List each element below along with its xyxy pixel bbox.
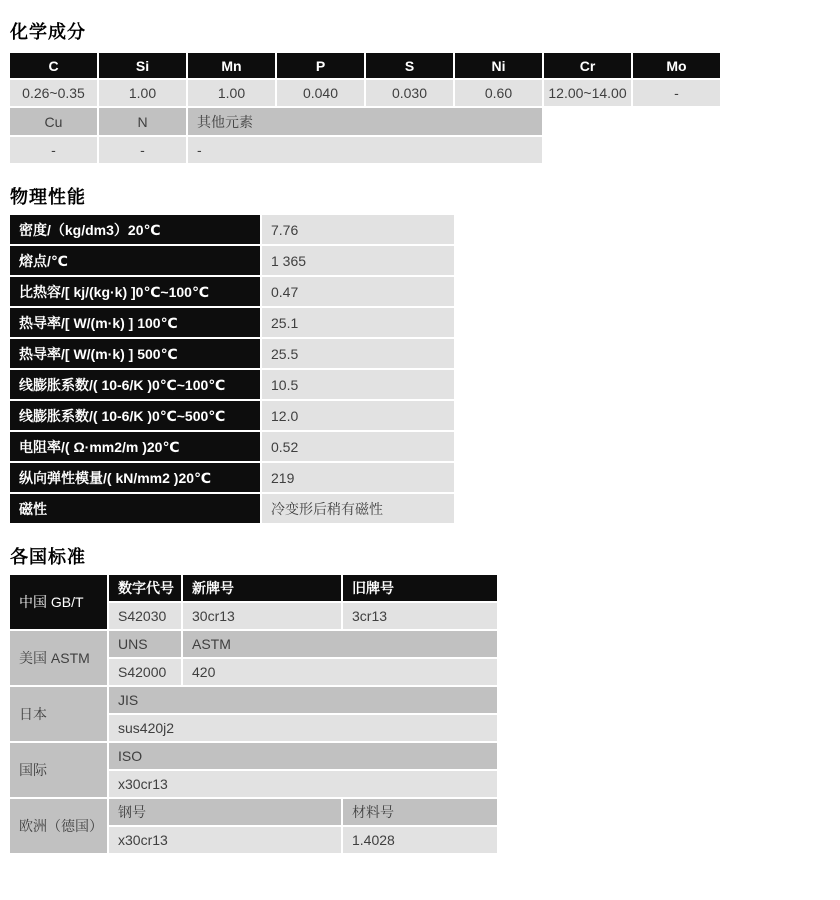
column-header-cell: ASTM bbox=[183, 631, 497, 657]
value-cell: 0.040 bbox=[277, 80, 364, 106]
chem-header-row bbox=[10, 53, 720, 78]
property-value-cell: 7.76 bbox=[262, 215, 454, 244]
column-header-cell: Cr bbox=[544, 53, 631, 78]
value-cell: 420 bbox=[183, 659, 497, 685]
table-row bbox=[10, 432, 454, 461]
value-cell: - bbox=[633, 80, 720, 106]
property-label-cell: 纵向弹性模量/( kN/mm2 )20℃ bbox=[10, 463, 260, 492]
column-header-cell: ISO bbox=[109, 743, 497, 769]
region-header-cell: 日本 bbox=[10, 687, 107, 741]
table-row bbox=[10, 339, 454, 368]
region-header-cell: 中国 GB/T bbox=[10, 575, 107, 629]
value-cell: 1.00 bbox=[99, 80, 186, 106]
table-row bbox=[10, 575, 497, 601]
value-cell: x30cr13 bbox=[109, 827, 341, 853]
table-row bbox=[10, 308, 454, 337]
property-value-cell: 219 bbox=[262, 463, 454, 492]
value-cell: S42030 bbox=[109, 603, 181, 629]
region-header-cell: 美国 ASTM bbox=[10, 631, 107, 685]
property-value-cell: 25.1 bbox=[262, 308, 454, 337]
table-row bbox=[10, 401, 454, 430]
region-header-cell: 欧洲（德国） bbox=[10, 799, 107, 853]
column-header-cell: 新牌号 bbox=[183, 575, 341, 601]
value-cell: 0.26~0.35 bbox=[10, 80, 97, 106]
value-cell: 1.4028 bbox=[343, 827, 497, 853]
column-header-cell: Mn bbox=[188, 53, 275, 78]
property-value-cell: 0.47 bbox=[262, 277, 454, 306]
property-value-cell: 1 365 bbox=[262, 246, 454, 275]
property-value-cell: 0.52 bbox=[262, 432, 454, 461]
physical-properties-table bbox=[8, 213, 456, 525]
property-value-cell: 12.0 bbox=[262, 401, 454, 430]
table-row bbox=[10, 246, 454, 275]
column-header-cell: 材料号 bbox=[343, 799, 497, 825]
value-cell: 12.00~14.00 bbox=[544, 80, 631, 106]
value-cell: S42000 bbox=[109, 659, 181, 685]
region-header-cell: 国际 bbox=[10, 743, 107, 797]
column-header-cell: S bbox=[366, 53, 453, 78]
column-header-cell: C bbox=[10, 53, 97, 78]
column-header-cell: 旧牌号 bbox=[343, 575, 497, 601]
property-value-cell: 冷变形后稍有磁性 bbox=[262, 494, 454, 523]
chemical-composition-table bbox=[8, 51, 722, 165]
value-cell: 0.60 bbox=[455, 80, 542, 106]
column-header-cell: JIS bbox=[109, 687, 497, 713]
section-title-standards: 各国标准 bbox=[10, 547, 86, 567]
value-cell: 30cr13 bbox=[183, 603, 341, 629]
column-header-cell: N bbox=[99, 108, 186, 135]
column-header-cell: Mo bbox=[633, 53, 720, 78]
table-row bbox=[10, 494, 454, 523]
table-row bbox=[10, 799, 497, 825]
property-label-cell: 比热容/[ kj/(kg·k) ]0℃~100℃ bbox=[10, 277, 260, 306]
column-header-cell: Ni bbox=[455, 53, 542, 78]
value-cell: 3cr13 bbox=[343, 603, 497, 629]
table-row bbox=[10, 370, 454, 399]
value-cell: 1.00 bbox=[188, 80, 275, 106]
value-cell: sus420j2 bbox=[109, 715, 497, 741]
section-title-physical: 物理性能 bbox=[10, 187, 86, 207]
property-value-cell: 25.5 bbox=[262, 339, 454, 368]
chem-extra-header-row bbox=[10, 108, 720, 135]
property-label-cell: 电阻率/( Ω·mm2/m )20℃ bbox=[10, 432, 260, 461]
property-label-cell: 线膨胀系数/( 10-6/K )0℃~500℃ bbox=[10, 401, 260, 430]
national-standards-table bbox=[8, 573, 499, 855]
column-header-cell: Cu bbox=[10, 108, 97, 135]
table-row bbox=[10, 687, 497, 713]
table-row bbox=[10, 277, 454, 306]
property-label-cell: 磁性 bbox=[10, 494, 260, 523]
column-header-cell: 数字代号 bbox=[109, 575, 181, 601]
table-row bbox=[10, 743, 497, 769]
column-header-cell: P bbox=[277, 53, 364, 78]
chem-values-row bbox=[10, 80, 720, 106]
column-header-cell: 其他元素 bbox=[188, 108, 542, 135]
value-cell: - bbox=[10, 137, 97, 163]
value-cell: x30cr13 bbox=[109, 771, 497, 797]
column-header-cell: 钢号 bbox=[109, 799, 341, 825]
value-cell: - bbox=[188, 137, 542, 163]
table-row bbox=[10, 631, 497, 657]
property-label-cell: 线膨胀系数/( 10-6/K )0℃~100℃ bbox=[10, 370, 260, 399]
value-cell: 0.030 bbox=[366, 80, 453, 106]
property-label-cell: 熔点/℃ bbox=[10, 246, 260, 275]
property-label-cell: 密度/（kg/dm3）20℃ bbox=[10, 215, 260, 244]
table-row bbox=[10, 463, 454, 492]
value-cell: - bbox=[99, 137, 186, 163]
table-row bbox=[10, 215, 454, 244]
column-header-cell: UNS bbox=[109, 631, 181, 657]
property-label-cell: 热导率/[ W/(m·k) ] 100℃ bbox=[10, 308, 260, 337]
property-value-cell: 10.5 bbox=[262, 370, 454, 399]
column-header-cell: Si bbox=[99, 53, 186, 78]
chem-extra-values-row bbox=[10, 137, 720, 163]
property-label-cell: 热导率/[ W/(m·k) ] 500℃ bbox=[10, 339, 260, 368]
section-title-chemical: 化学成分 bbox=[10, 22, 86, 42]
